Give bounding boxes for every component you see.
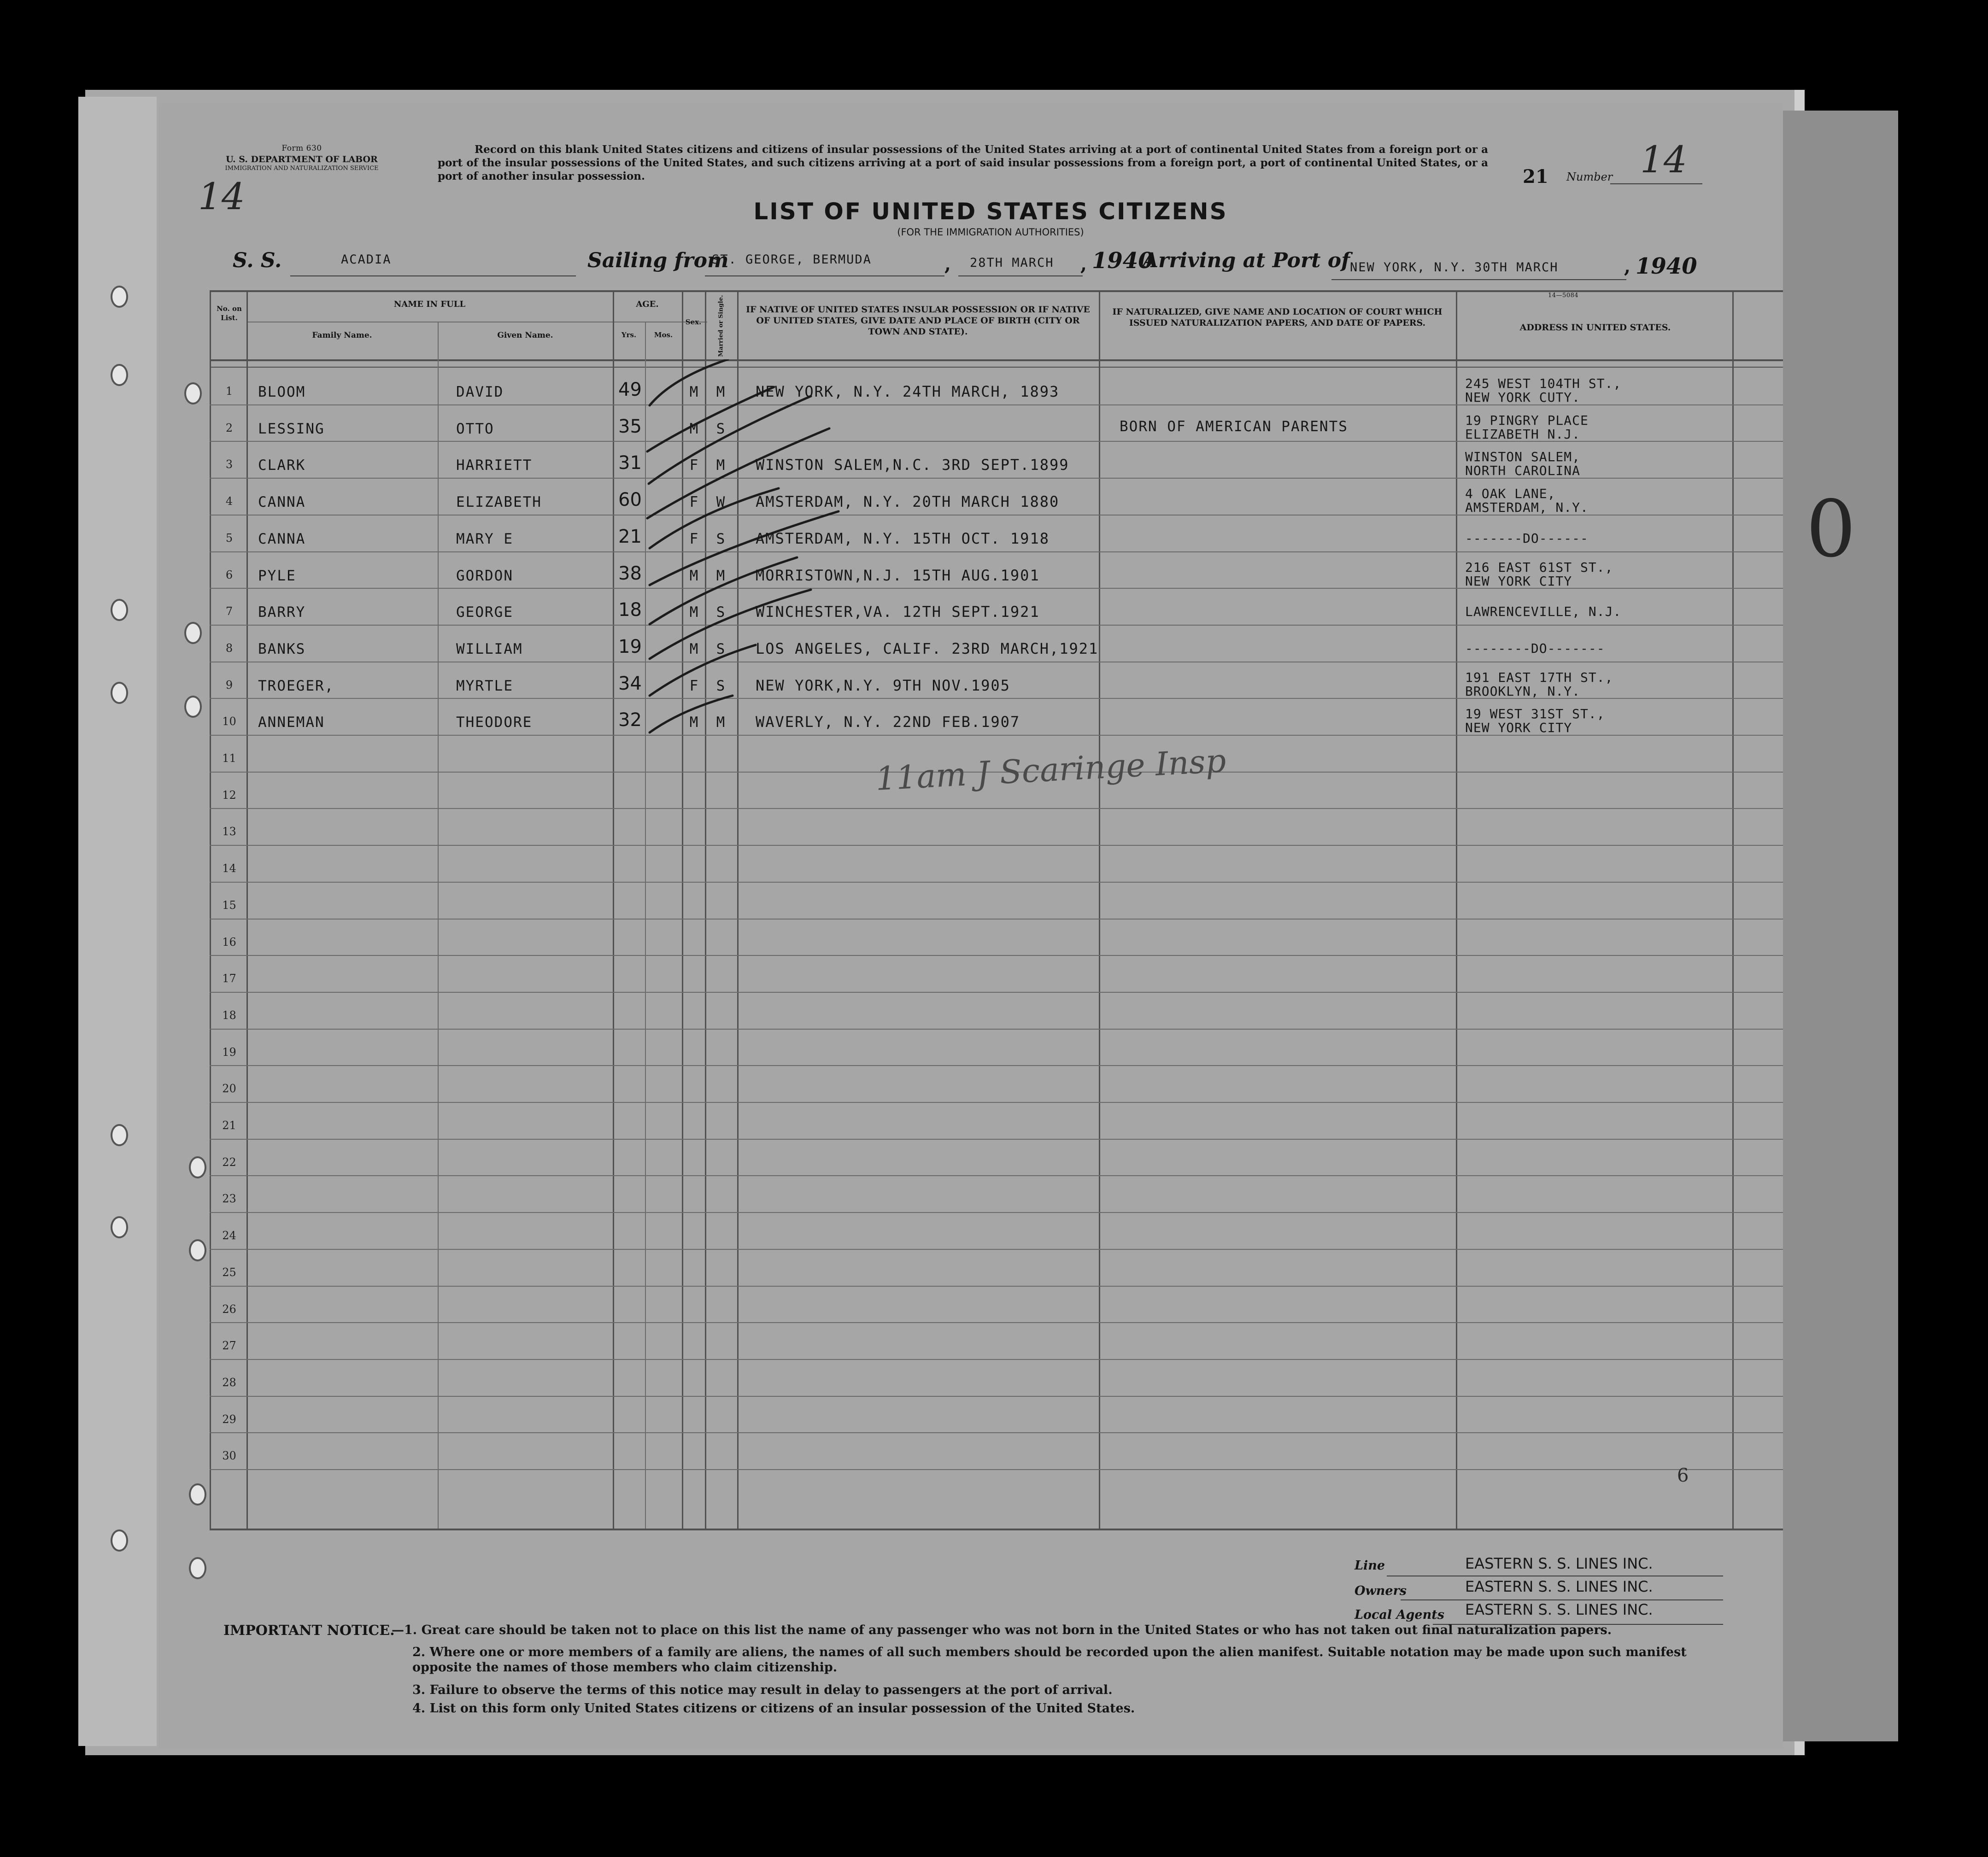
punch-hole <box>184 696 202 718</box>
form-number: Form 630 <box>281 144 322 153</box>
row-number: 16 <box>222 936 236 949</box>
row-number: 5 <box>225 532 233 545</box>
row-number: 27 <box>222 1339 236 1352</box>
service: IMMIGRATION AND NATURALIZATION SERVICE <box>225 165 379 172</box>
address-line-1: 191 EAST 17TH ST., <box>1465 670 1613 685</box>
notice-3: 3. Failure to observe the terms of this notice may result in delay to passengers at the port of arrival. <box>412 1683 1113 1697</box>
given-name: OTTO <box>456 421 494 437</box>
department: U. S. DEPARTMENT OF LABOR <box>226 154 378 164</box>
age-years: 32 <box>618 709 642 731</box>
address-line-2: NORTH CAROLINA <box>1465 463 1581 478</box>
family-name: LESSING <box>258 421 325 437</box>
sailing-date: 28TH MARCH <box>970 256 1054 270</box>
age-years: 49 <box>618 379 642 400</box>
birth-place-date: NEW YORK, N.Y. 24TH MARCH, 1893 <box>756 383 1060 400</box>
age-years: 38 <box>618 563 642 584</box>
right-margin-mark: 0 <box>1806 484 1856 575</box>
family-name: BANKS <box>258 641 306 657</box>
row-number: 8 <box>225 642 233 655</box>
sailing-label: Sailing from <box>587 249 729 272</box>
marital-status: S <box>716 641 726 657</box>
given-name: WILLIAM <box>456 641 523 657</box>
row-number: 9 <box>225 679 233 691</box>
marital-status: M <box>716 384 726 400</box>
sex: M <box>689 421 699 437</box>
age-years: 31 <box>618 452 642 474</box>
arriving-port: NEW YORK, N.Y. <box>1350 260 1468 275</box>
family-name: BLOOM <box>258 384 306 400</box>
marital-status: S <box>716 531 726 547</box>
owners-label: Owners <box>1355 1584 1407 1598</box>
page-subtitle: (FOR THE IMMIGRATION AUTHORITIES) <box>897 227 1084 238</box>
row-number: 18 <box>222 1009 236 1022</box>
given-name: MARY E <box>456 531 513 547</box>
age-years: 34 <box>618 673 642 694</box>
col-name-in-full: NAME IN FULL <box>393 299 466 309</box>
ship-name: ACADIA <box>341 252 392 267</box>
row-number: 29 <box>222 1413 236 1426</box>
marital-status: M <box>716 714 726 731</box>
col-yrs: Yrs. <box>621 331 637 339</box>
corner-handwritten-mark: 14 <box>198 175 245 218</box>
family-name: TROEGER, <box>258 678 334 694</box>
address-line-1: 216 EAST 61ST ST., <box>1465 560 1613 575</box>
arriving-date: 30TH MARCH <box>1474 260 1559 275</box>
address-line-2: ELIZABETH N.J. <box>1465 427 1581 442</box>
col-birth: IF NATIVE OF UNITED STATES INSULAR POSSESSION OR IF NATIVE OF UNITED STATES, GIVE DATE AND PLACE OF BIRTH (CITY OR TOWN AND STATE). <box>746 305 1090 337</box>
birth-place-date: WAVERLY, N.Y. 22ND FEB.1907 <box>756 713 1020 731</box>
given-name: GORDON <box>456 568 513 584</box>
address-line-1: 19 WEST 31ST ST., <box>1465 706 1605 721</box>
row-number: 20 <box>222 1082 236 1095</box>
row-number: 3 <box>225 458 233 471</box>
birth-place-date: AMSTERDAM, N.Y. 15TH OCT. 1918 <box>756 530 1050 547</box>
left-page-edge <box>78 97 157 1746</box>
number-value: 14 <box>1640 138 1687 181</box>
ss-label: S. S. <box>233 249 282 272</box>
age-years: 19 <box>618 636 642 657</box>
row-number: 13 <box>222 825 236 838</box>
row-number: 1 <box>225 385 233 398</box>
owners-value: EASTERN S. S. LINES INC. <box>1465 1578 1653 1595</box>
row-number: 11 <box>222 752 236 765</box>
row-number: 7 <box>225 605 233 618</box>
address-line-1: 245 WEST 104TH ST., <box>1465 376 1622 391</box>
row-number: 24 <box>222 1229 236 1242</box>
marital-status: M <box>716 457 726 474</box>
sex: F <box>689 457 699 474</box>
birth-place-date: NEW YORK,N.Y. 9TH NOV.1905 <box>756 677 1010 694</box>
col-no-on-list: No. on List. <box>217 305 242 322</box>
address-line-1: --------DO------- <box>1465 641 1605 656</box>
row-number: 25 <box>222 1266 236 1279</box>
family-name: CANNA <box>258 494 306 510</box>
sex: M <box>689 568 699 584</box>
punch-hole <box>184 382 202 404</box>
col-naturalized: IF NATURALIZED, GIVE NAME AND LOCATION OF COURT WHICH ISSUED NATURALIZATION PAPERS, AND DATE OF PAPERS. <box>1112 307 1443 328</box>
line-label: Line <box>1355 1558 1385 1573</box>
col-married-single: Married or Single. <box>717 295 725 357</box>
address-line-2: NEW YORK CITY <box>1465 720 1572 735</box>
row-number: 30 <box>222 1449 236 1462</box>
marital-status: W <box>716 494 726 510</box>
inspector-signature: 11am J Scaringe Insp <box>874 742 1227 798</box>
row-number: 2 <box>225 422 233 434</box>
address-line-2: BROOKLYN, N.Y. <box>1465 684 1581 699</box>
arriving-year: 1940 <box>1636 253 1697 279</box>
punch-hole <box>184 622 202 644</box>
family-name: CANNA <box>258 531 306 547</box>
notice-2: 2. Where one or more members of a family are aliens, the names of all such members should be recorded upon the alien manifest. Suitable notation may be made upon such manifest opposite the names of those members who claim citizenship. <box>412 1645 1687 1675</box>
address-line-1: 19 PINGRY PLACE <box>1465 413 1589 428</box>
birth-place-date: LOS ANGELES, CALIF. 23RD MARCH,1921 <box>756 640 1099 657</box>
family-name: BARRY <box>258 604 306 621</box>
punch-hole <box>111 682 128 704</box>
given-name: THEODORE <box>456 714 533 731</box>
row-number: 23 <box>222 1192 236 1205</box>
manifest-sheet <box>159 104 1783 1748</box>
marital-status: S <box>716 421 726 437</box>
punch-hole <box>189 1557 206 1579</box>
agents-label: Local Agents <box>1355 1608 1444 1622</box>
address-line-2: NEW YORK CITY <box>1465 574 1572 589</box>
punch-hole <box>189 1156 206 1178</box>
agents-value: EASTERN S. S. LINES INC. <box>1465 1601 1653 1618</box>
address-line-2: AMSTERDAM, N.Y. <box>1465 500 1589 515</box>
punch-hole <box>111 1124 128 1146</box>
record-instructions: Record on this blank United States citizens and citizens of insular possessions of the United States arriving at a port of continental United States from a foreign port or a port of the insular possessions of the United States, and such citizens arriving at a port of said insular possessions from a foreign port, a port of continental United States, or a port of another insular possession. <box>438 143 1488 182</box>
row-number: 6 <box>225 568 233 581</box>
printer-mark: 14—5084 <box>1548 292 1579 299</box>
sex: M <box>689 641 699 657</box>
sex: F <box>689 531 699 547</box>
row-number: 14 <box>222 862 236 875</box>
given-name: HARRIETT <box>456 457 533 474</box>
punch-hole <box>189 1239 206 1261</box>
col-age: AGE. <box>636 299 659 309</box>
row-number: 12 <box>222 789 236 802</box>
sex: F <box>689 494 699 510</box>
list-number: 21 <box>1523 166 1548 187</box>
punch-hole <box>111 1529 128 1552</box>
row-number: 22 <box>222 1156 236 1169</box>
sailing-from: ST. GEORGE, BERMUDA <box>712 252 872 267</box>
birth-place-date: WINCHESTER,VA. 12TH SEPT.1921 <box>756 603 1040 621</box>
row-number: 10 <box>222 715 236 728</box>
row-number: 4 <box>225 495 233 508</box>
page-title: LIST OF UNITED STATES CITIZENS <box>753 198 1228 225</box>
address-line-1: LAWRENCEVILLE, N.J. <box>1465 604 1622 619</box>
col-mos: Mos. <box>654 331 673 339</box>
address-line-1: WINSTON SALEM, <box>1465 449 1581 464</box>
notice-title: IMPORTANT NOTICE. <box>223 1623 395 1639</box>
punch-hole <box>111 1216 128 1238</box>
notice-1: —1. Great care should be taken not to place on this list the name of any passenger who was not born in the United States or who has not taken out final naturalization papers. <box>392 1623 1612 1637</box>
row-number: 21 <box>222 1119 236 1132</box>
naturalization: BORN OF AMERICAN PARENTS <box>1120 418 1348 435</box>
family-name: CLARK <box>258 457 306 474</box>
row-number: 26 <box>222 1303 236 1316</box>
given-name: ELIZABETH <box>456 494 542 510</box>
marital-status: S <box>716 604 726 621</box>
col-family-name: Family Name. <box>312 331 372 340</box>
birth-place-date: AMSTERDAM, N.Y. 20TH MARCH 1880 <box>756 493 1060 510</box>
punch-hole <box>111 599 128 621</box>
marital-status: S <box>716 678 726 694</box>
row-number: 19 <box>222 1046 236 1059</box>
birth-place-date: MORRISTOWN,N.J. 15TH AUG.1901 <box>756 567 1040 584</box>
line-value: EASTERN S. S. LINES INC. <box>1465 1555 1653 1572</box>
sex: M <box>689 714 699 731</box>
row-number: 15 <box>222 899 236 912</box>
given-name: MYRTLE <box>456 678 513 694</box>
page-mark: 6 <box>1677 1465 1689 1486</box>
address-line-1: -------DO------ <box>1465 531 1589 546</box>
col-address: ADDRESS IN UNITED STATES. <box>1519 322 1671 333</box>
marital-status: M <box>716 568 726 584</box>
punch-hole <box>111 364 128 386</box>
sex: M <box>689 604 699 621</box>
col-given-name: Given Name. <box>497 331 553 340</box>
age-years: 35 <box>618 416 642 437</box>
sailing-year: 1940 <box>1092 248 1154 274</box>
notice-4: 4. List on this form only United States citizens or citizens of an insular possession of the United States. <box>412 1701 1135 1716</box>
row-number: 28 <box>222 1376 236 1389</box>
sex: F <box>689 678 699 694</box>
col-sex: Sex. <box>685 318 702 326</box>
sex: M <box>689 384 699 400</box>
age-years: 60 <box>618 489 642 510</box>
back-page-edge <box>1783 111 1898 1741</box>
address-line-2: NEW YORK CUTY. <box>1465 390 1581 405</box>
age-years: 18 <box>618 599 642 621</box>
birth-place-date: WINSTON SALEM,N.C. 3RD SEPT.1899 <box>756 456 1069 474</box>
number-label: Number <box>1566 170 1613 183</box>
family-name: ANNEMAN <box>258 714 325 731</box>
punch-hole <box>111 286 128 308</box>
punch-hole <box>189 1483 206 1506</box>
age-years: 21 <box>618 526 642 547</box>
given-name: GEORGE <box>456 604 513 621</box>
given-name: DAVID <box>456 384 504 400</box>
family-name: PYLE <box>258 568 296 584</box>
address-line-1: 4 OAK LANE, <box>1465 486 1556 501</box>
arriving-label: Arriving at Port of <box>1143 249 1350 272</box>
row-number: 17 <box>222 972 236 985</box>
